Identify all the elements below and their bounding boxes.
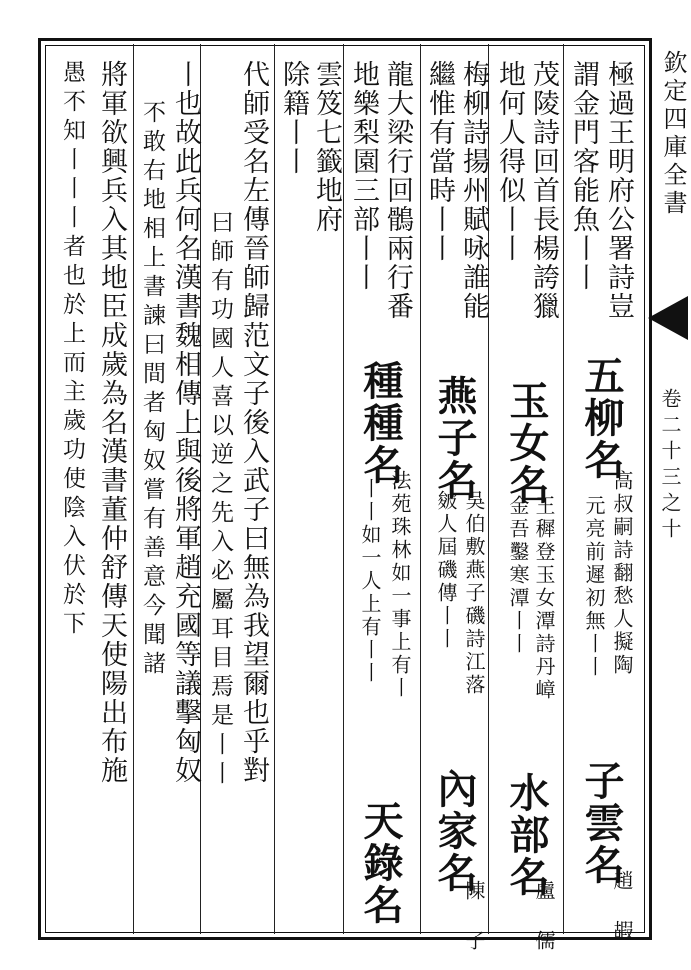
- lemma-note: 高叔嗣詩翻愁人擬陶: [610, 470, 634, 677]
- lemma-note: 丨丨如一人上有丨丨: [358, 478, 382, 685]
- lemma-note: 趙 嘏: [610, 870, 634, 943]
- lemma-note: 皴人屆磯傳丨丨: [434, 490, 458, 651]
- lemma-heading: 燕子名: [431, 375, 478, 501]
- lemma-note: 金吾鑿寒潭丨丨: [506, 495, 530, 656]
- page-border: [38, 38, 652, 940]
- lemma-note: 盧 儒: [532, 880, 556, 953]
- lemma-note: 吳伯敷燕子磯詩江落: [462, 490, 486, 697]
- text-column: 雲笈七籤地府: [311, 60, 342, 234]
- book-title: 欽定四庫全書: [659, 50, 687, 218]
- lemma-note: 法苑珠林如一事上有丨: [388, 470, 412, 700]
- lemma-note: 元亮前遲初無丨丨: [582, 495, 606, 679]
- text-column: 極過王明府公署詩豈: [603, 60, 634, 321]
- text-column: 將軍欲興兵入其地臣成歲為名漢書董仲舒傳天使陽出布施: [96, 60, 127, 785]
- lemma-heading: 水部名: [503, 772, 550, 898]
- column-rule: [420, 44, 421, 934]
- lemma-heading: 五柳名: [578, 355, 625, 481]
- column-rule: [133, 44, 134, 934]
- fish-tail-mark: [648, 296, 688, 340]
- text-column: 曰師有功國人喜以逆之先入必屬耳目焉是丨丨: [207, 210, 233, 790]
- text-column: 地樂梨園三部丨丨: [348, 60, 379, 292]
- text-column: 除籍丨丨: [278, 60, 309, 176]
- text-column: 地何人得似丨丨: [494, 60, 525, 263]
- lemma-heading: 子雲名: [578, 760, 625, 886]
- lemma-note: 王穉登玉女潭詩丹嶂: [532, 495, 556, 702]
- text-column: 龍大梁行回鶻兩行番: [382, 60, 413, 321]
- text-column: 繼惟有當時丨丨: [424, 60, 455, 263]
- text-column: 丨也故此兵何名漢書魏相傳上與後將軍趙充國等議擊匈奴: [170, 60, 201, 785]
- lemma-heading: 玉女名: [503, 380, 550, 506]
- text-column: 謂金門客能魚丨丨: [568, 60, 599, 292]
- juan-number: 卷二十三之十: [658, 388, 682, 544]
- lemma-heading: 天錄名: [357, 800, 404, 926]
- column-rule: [274, 44, 275, 934]
- column-rule: [343, 44, 344, 934]
- column-rule: [563, 44, 564, 934]
- text-column: 茂陵詩回首長楊誇獵: [528, 60, 559, 321]
- lemma-heading: 種種名: [357, 360, 404, 486]
- text-column: 不敢右地相上書諫曰間者匈奴嘗有善意今聞諸: [139, 100, 165, 680]
- text-column: 愚不知丨丨丨者也於上而主歲功使陰入伏於下: [59, 60, 85, 640]
- text-column: 梅柳詩揚州賦咏誰能: [458, 60, 489, 321]
- lemma-note: 陳 子: [462, 880, 486, 953]
- text-column: 代師受名左傳晉師歸范文子後入武子曰無為我望爾也乎對: [238, 60, 269, 785]
- lemma-heading: 內家名: [431, 768, 478, 894]
